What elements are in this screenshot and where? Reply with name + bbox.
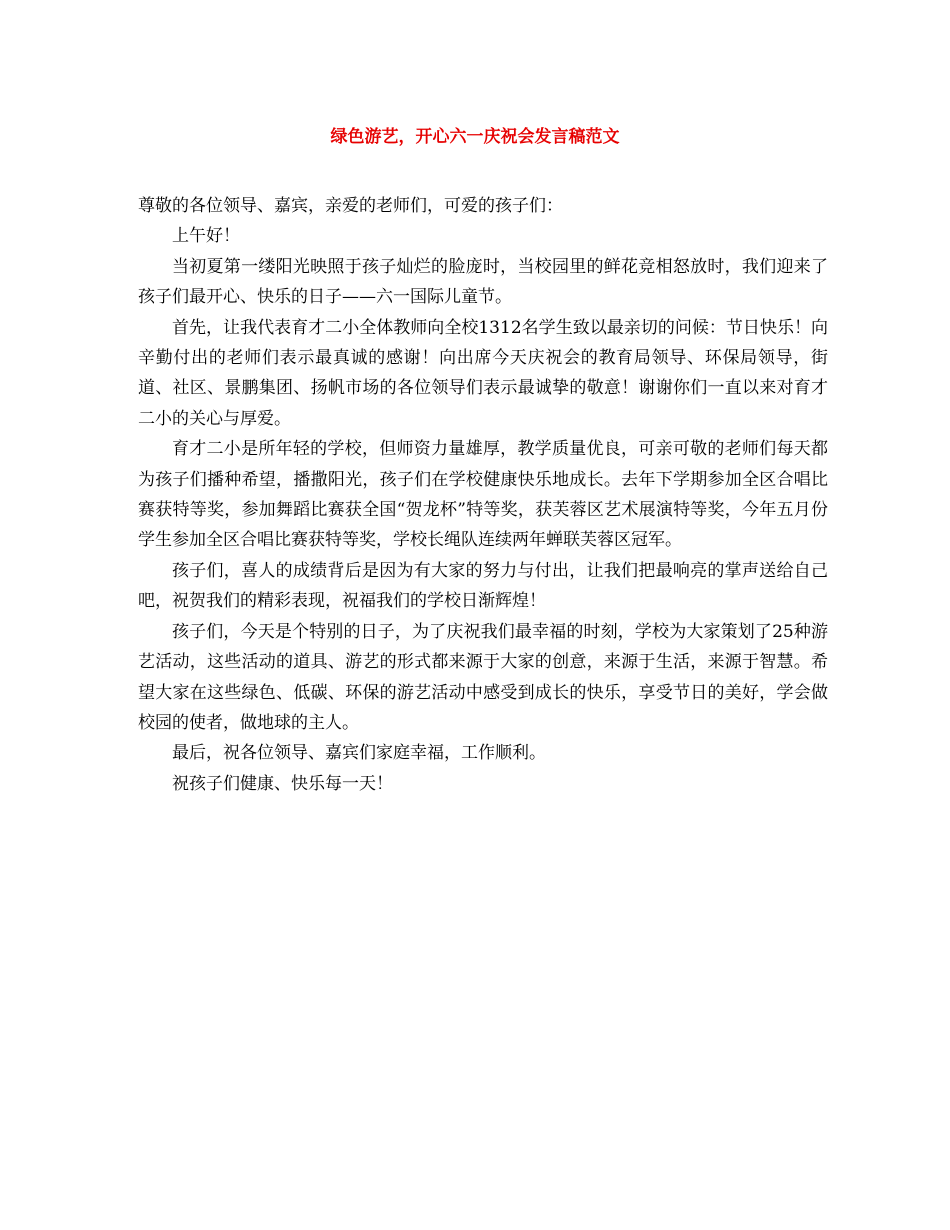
paragraph-salutation: 尊敬的各位领导、嘉宾，亲爱的老师们，可爱的孩子们：	[138, 196, 563, 216]
paragraph-closing: 祝孩子们健康、快乐每一天！	[172, 773, 393, 794]
paragraph: 当初夏第一缕阳光映照于孩子灿烂的脸庞时，当校园里的鲜花竞相怒放时，我们迎来了孩子们最开心、快乐的日子——六一国际儿童节。	[138, 256, 828, 308]
paragraph: 孩子们，今天是个特别的日子，为了庆祝我们最幸福的时刻，学校为大家策划了25种游艺活动，这些活动的道具、游艺的形式都来源于大家的创意，来源于生活，来源于智慧。希望大家在这些绿色、低碳、环保的游艺活动中感受到成长的快乐，享受节日的美好，学会做校园的使者，做地球的主人。	[138, 621, 828, 733]
paragraph: 育才二小是所年轻的学校，但师资力量雄厚，教学质量优良，可亲可敬的老师们每天都为孩子们播种希望，播撒阳光，孩子们在学校健康快乐地成长。去年下学期参加全区合唱比赛获特等奖，参加舞蹈比赛获全国“贺龙杯”特等奖，获芙蓉区艺术展演特等奖，今年五月份学生参加全区合唱比赛获特等奖，学校长绳队连续两年蝉联芙蓉区冠军。	[138, 439, 828, 551]
paragraph: 首先，让我代表育才二小全体教师向全校1312名学生致以最亲切的问候：节日快乐！向辛勤付出的老师们表示最真诚的感谢！向出席今天庆祝会的教育局领导、环保局领导，街道、社区、景鹏集团、扬帆市场的各位领导们表示最诚挚的敬意！谢谢你们一直以来对育才二小的关心与厚爱。	[138, 317, 828, 429]
paragraph: 孩子们，喜人的成绩背后是因为有大家的努力与付出，让我们把最响亮的掌声送给自己吧，祝贺我们的精彩表现，祝福我们的学校日渐辉煌！	[138, 560, 828, 612]
document-body	[138, 191, 828, 799]
paragraph-greeting: 上午好！	[172, 226, 240, 247]
document-title: 绿色游艺，开心六一庆祝会发言稿范文	[330, 127, 620, 147]
paragraph: 最后，祝各位领导、嘉宾们家庭幸福，工作顺利。	[172, 743, 546, 764]
